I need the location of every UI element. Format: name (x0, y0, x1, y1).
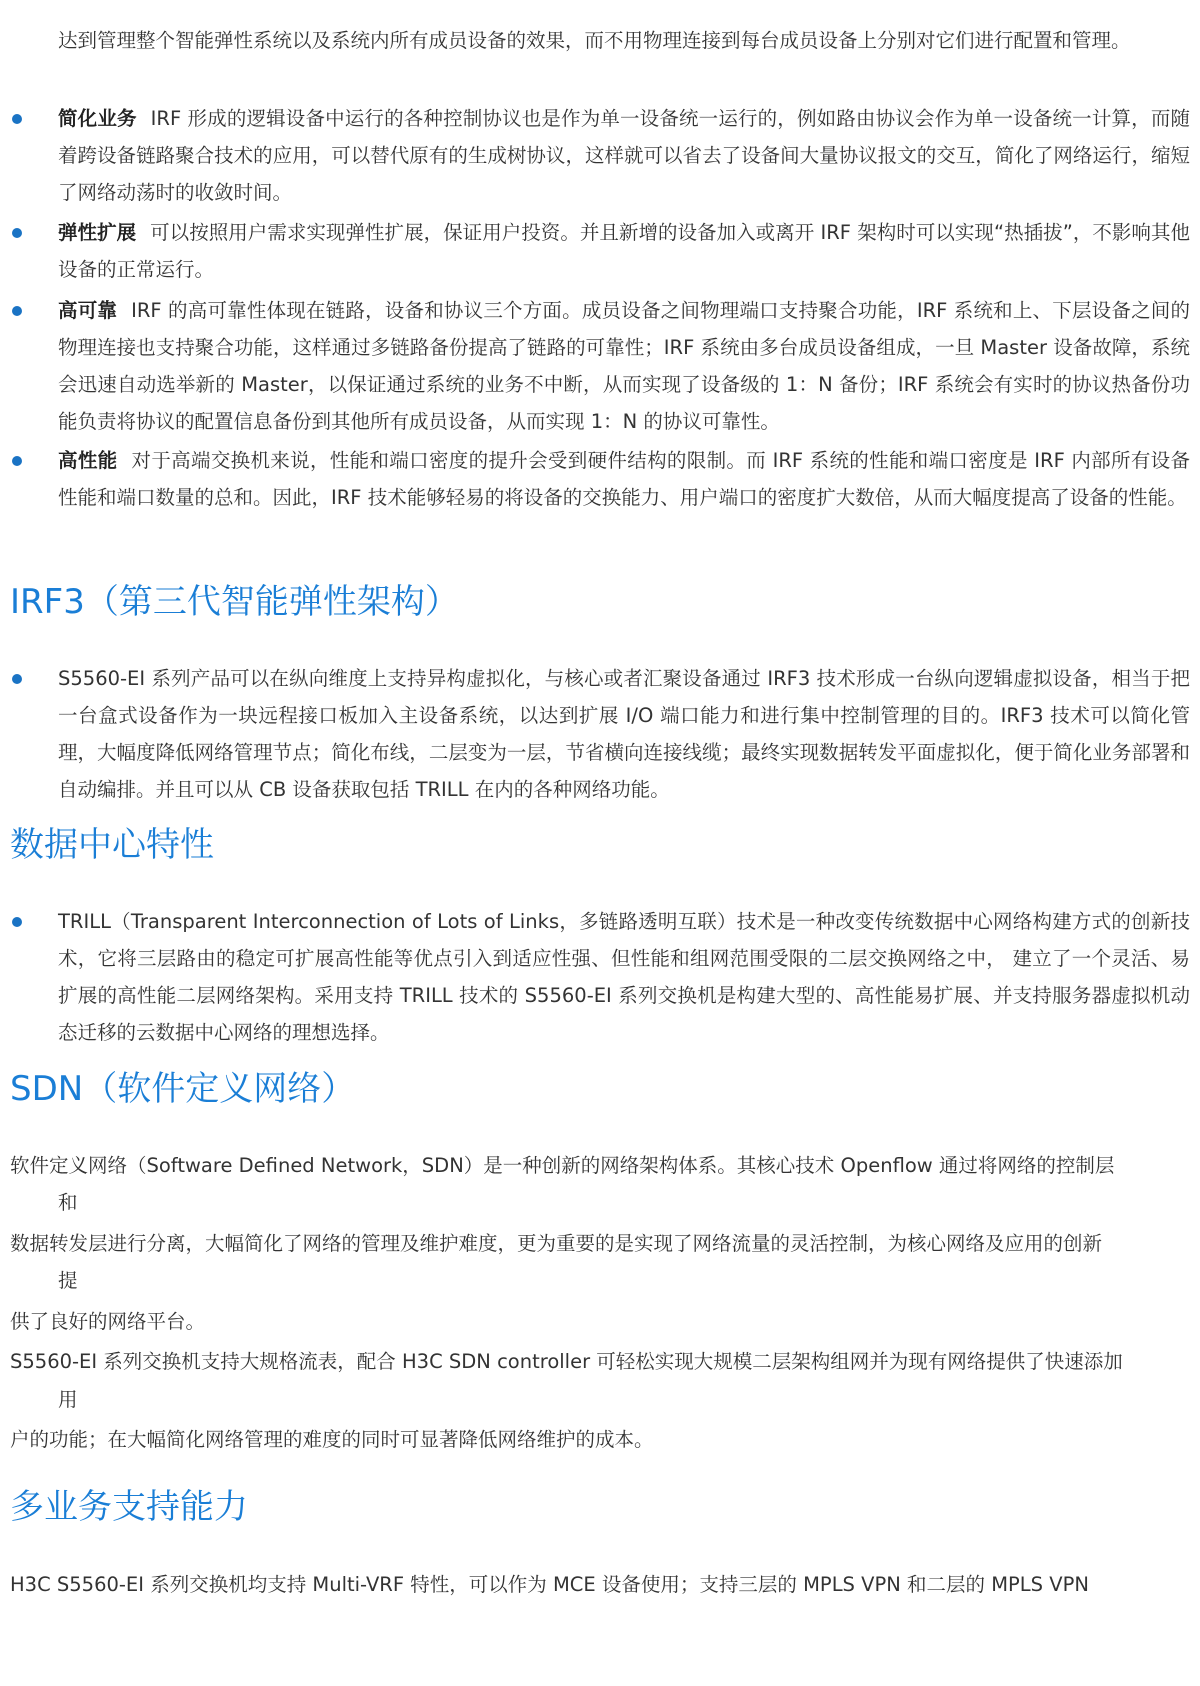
sdn-line: 用 (58, 1388, 78, 1411)
list-item (0, 442, 1200, 516)
feature-text: 对于高端交换机来说，性能和端口密度的提升会受到硬件结构的限制。而 IRF 系统的性能和端口密度是 IRF 内部所有设备性能和端口数量的总和。因此，IRF 技术能够轻易的将设备的交换能力、用户端口的密度扩大数倍，从而大幅度提高了设备的性能。 (58, 449, 1190, 509)
list-item (0, 292, 1200, 440)
list-item (0, 100, 1200, 211)
sdn-line: S5560-EI 系列交换机支持大规格流表，配合 H3C SDN controller 可轻松实现大规模二层架构组网并为现有网络提供了快速添加 (10, 1350, 1123, 1373)
list-item (0, 660, 1200, 808)
intro-paragraph (0, 22, 1200, 59)
bullet-icon (12, 114, 22, 124)
feature-label: 简化业务 (58, 107, 137, 130)
feature-text: 可以按照用户需求实现弹性扩展，保证用户投资。并且新增的设备加入或离开 IRF 架构时可以实现“热插拔”，不影响其他设备的正常运行。 (58, 221, 1190, 281)
sdn-line: 数据转发层进行分离，大幅简化了网络的管理及维护难度，更为重要的是实现了网络流量的灵活控制，为核心网络及应用的创新 (10, 1232, 1103, 1255)
feature-label: 高性能 (58, 449, 118, 472)
bullet-icon (12, 456, 22, 466)
bullet-icon (12, 917, 22, 927)
irf3-text: S5560-EI 系列产品可以在纵向维度上支持异构虚拟化，与核心或者汇聚设备通过 IRF3 技术形成一台纵向逻辑虚拟设备，相当于把一台盒式设备作为一块远程接口板加入主设备系统，以达到扩展 I/O 端口能力和进行集中控制管理的目的。IRF3 技术可以简化管理，大幅度降低网络管理节点；简化布线，二层变为一层，节省横向连接线缆；最终实现数据转发平面虚拟化，便于简化业务部署和自动编排。并且可以从 CB 设备获取包括 TRILL 在内的各种网络功能。 (58, 667, 1190, 801)
sdn-line: 户的功能；在大幅简化网络管理的难度的同时可显著降低网络维护的成本。 (10, 1428, 654, 1451)
bullet-icon (12, 228, 22, 238)
section-heading-sdn: SDN（软件定义网络） (10, 1069, 356, 1109)
feature-text: IRF 的高可靠性体现在链路，设备和协议三个方面。成员设备之间物理端口支持聚合功能，IRF 系统和上、下层设备之间的物理连接也支持聚合功能，这样通过多链路备份提高了链路的可靠性；IRF 系统由多台成员设备组成，一旦 Master 设备故障，系统会迅速自动选举新的 Master，以保证通过系统的业务不中断，从而实现了设备级的 1：N 备份；IRF 系统会有实时的协议热备份功能负责将协议的配置信息备份到其他所有成员设备，从而实现 1：N 的协议可靠性。 (58, 299, 1190, 433)
list-item (0, 214, 1200, 288)
section-heading-multiservice: 多业务支持能力 (10, 1487, 248, 1527)
bullet-icon (12, 674, 22, 684)
multiservice-text: H3C S5560-EI 系列交换机均支持 Multi-VRF 特性，可以作为 MCE 设备使用；支持三层的 MPLS VPN 和二层的 MPLS VPN (10, 1573, 1089, 1596)
section-heading-irf3: IRF3（第三代智能弹性架构） (10, 582, 459, 622)
datacenter-text: TRILL（Transparent Interconnection of Lots of Links，多链路透明互联）技术是一种改变传统数据中心网络构建方式的创新技术，它将三层路由的稳定可扩展高性能等优点引入到适应性强、但性能和组网范围受限的二层交换网络之中， 建立了一个灵活、易扩展的高性能二层网络架构。采用支持 TRILL 技术的 S5560-EI 系列交换机是构建大型的、高性能易扩展、并支持服务器虚拟机动态迁移的云数据中心网络的理想选择。 (58, 910, 1190, 1044)
sdn-line: 软件定义网络（Software Defined Network，SDN）是一种创新的网络架构体系。其核心技术 Openflow 通过将网络的控制层 (10, 1154, 1115, 1177)
list-item (0, 903, 1200, 1051)
intro-text: 达到管理整个智能弹性系统以及系统内所有成员设备的效果，而不用物理连接到每台成员设备上分别对它们进行配置和管理。 (58, 29, 1131, 52)
sdn-line: 提 (58, 1269, 78, 1292)
sdn-line: 供了良好的网络平台。 (10, 1310, 206, 1333)
feature-label: 高可靠 (58, 299, 118, 322)
feature-label: 弹性扩展 (58, 221, 137, 244)
bullet-icon (12, 306, 22, 316)
section-heading-datacenter: 数据中心特性 (10, 825, 214, 865)
sdn-line: 和 (58, 1191, 78, 1214)
feature-text: IRF 形成的逻辑设备中运行的各种控制协议也是作为单一设备统一运行的，例如路由协议会作为单一设备统一计算，而随着跨设备链路聚合技术的应用，可以替代原有的生成树协议，这样就可以省去了设备间大量协议报文的交互，简化了网络运行，缩短了网络动荡时的收敛时间。 (58, 107, 1190, 204)
